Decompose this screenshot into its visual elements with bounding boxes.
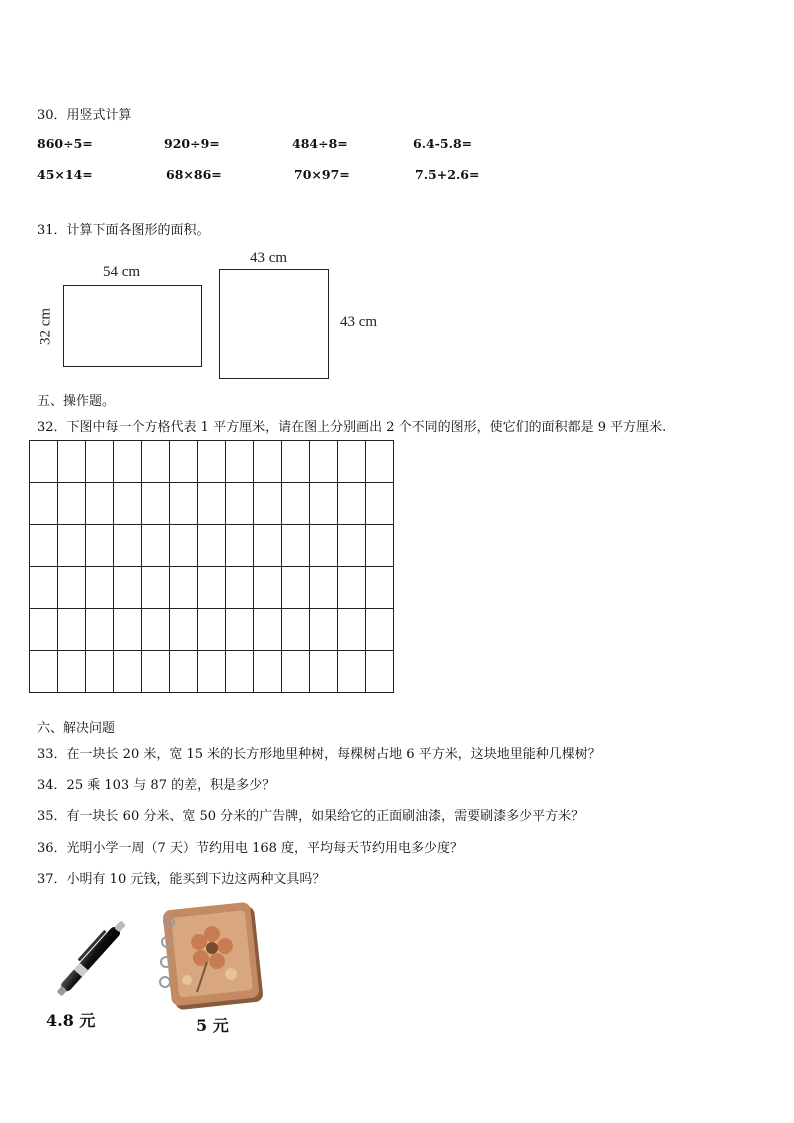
grid-cell[interactable]: [198, 651, 226, 693]
grid-cell[interactable]: [86, 609, 114, 651]
grid-cell[interactable]: [226, 609, 254, 651]
calc-item: 920÷9=: [164, 136, 220, 151]
grid-cell[interactable]: [58, 567, 86, 609]
grid-cell[interactable]: [338, 483, 366, 525]
grid-cell[interactable]: [114, 567, 142, 609]
grid-cell[interactable]: [282, 525, 310, 567]
grid-cell[interactable]: [30, 441, 58, 483]
grid-cell[interactable]: [30, 651, 58, 693]
q31-title: 31．计算下面各图形的面积。: [37, 223, 210, 238]
grid-cell[interactable]: [86, 483, 114, 525]
grid-cell[interactable]: [226, 651, 254, 693]
q33-text: 33．在一块长 20 米，宽 15 米的长方形地里种树，每棵树占地 6 平方米，这块地里能种几棵树？: [37, 747, 601, 762]
grid-cell[interactable]: [226, 525, 254, 567]
grid-cell[interactable]: [170, 525, 198, 567]
q37-text: 37．小明有 10 元钱，能买到下边这两种文具吗？: [37, 872, 326, 887]
grid-cell[interactable]: [142, 609, 170, 651]
grid-cell[interactable]: [58, 483, 86, 525]
grid-cell[interactable]: [198, 441, 226, 483]
square-side-label: 43 cm: [340, 314, 378, 330]
grid-cell[interactable]: [366, 441, 394, 483]
grid-cell[interactable]: [338, 441, 366, 483]
grid-cell[interactable]: [254, 651, 282, 693]
calc-item: 7.5+2.6=: [415, 167, 480, 182]
q35-text: 35．有一块长 60 分米、宽 50 分米的广告牌，如果给它的正面刷油漆，需要刷漆多少平方米？: [37, 809, 585, 824]
grid-row: [30, 651, 394, 693]
grid-cell[interactable]: [58, 609, 86, 651]
grid-cell[interactable]: [310, 483, 338, 525]
pen-price: 4.8 元: [46, 1011, 96, 1030]
grid-cell[interactable]: [170, 567, 198, 609]
grid-cell[interactable]: [310, 651, 338, 693]
grid-cell[interactable]: [338, 525, 366, 567]
rect-height-label: 32 cm: [37, 307, 54, 346]
grid-cell[interactable]: [114, 525, 142, 567]
grid-cell[interactable]: [170, 441, 198, 483]
grid-cell[interactable]: [114, 441, 142, 483]
grid-cell[interactable]: [86, 651, 114, 693]
grid-cell[interactable]: [142, 525, 170, 567]
q32-text: 32．下图中每一个方格代表 1 平方厘米，请在图上分别画出 2 个不同的图形，使它们的面积都是 9 平方厘米.: [37, 420, 667, 435]
grid-row: [30, 567, 394, 609]
pen-illustration: [40, 905, 150, 1005]
grid-cell[interactable]: [282, 567, 310, 609]
square-grid: [29, 440, 394, 693]
square-top-label: 43 cm: [250, 250, 288, 266]
grid-cell[interactable]: [366, 525, 394, 567]
grid-cell[interactable]: [114, 651, 142, 693]
grid-cell[interactable]: [366, 567, 394, 609]
grid-cell[interactable]: [30, 525, 58, 567]
calc-item: 860÷5=: [37, 136, 93, 151]
grid-cell[interactable]: [254, 483, 282, 525]
grid-cell[interactable]: [142, 567, 170, 609]
grid-cell[interactable]: [254, 441, 282, 483]
grid-cell[interactable]: [226, 483, 254, 525]
calc-item: 68×86=: [166, 167, 222, 182]
grid-cell[interactable]: [170, 651, 198, 693]
notebook-price: 5 元: [196, 1016, 229, 1035]
grid-cell[interactable]: [86, 525, 114, 567]
grid-cell[interactable]: [198, 567, 226, 609]
grid-cell[interactable]: [254, 525, 282, 567]
grid-cell[interactable]: [282, 483, 310, 525]
grid-cell[interactable]: [198, 483, 226, 525]
grid-cell[interactable]: [366, 609, 394, 651]
grid-cell[interactable]: [310, 609, 338, 651]
grid-cell[interactable]: [310, 525, 338, 567]
grid-cell[interactable]: [30, 483, 58, 525]
grid-cell[interactable]: [226, 441, 254, 483]
calc-item: 70×97=: [294, 167, 350, 182]
grid-cell[interactable]: [198, 609, 226, 651]
grid-cell[interactable]: [310, 441, 338, 483]
grid-cell[interactable]: [30, 567, 58, 609]
q36-text: 36．光明小学一周（7 天）节约用电 168 度，平均每天节约用电多少度？: [37, 841, 464, 856]
square-figure: [219, 269, 329, 379]
section-5-title: 五、操作题。: [37, 394, 116, 409]
notebook-illustration: [157, 900, 263, 1010]
grid-row: [30, 483, 394, 525]
grid-cell[interactable]: [30, 609, 58, 651]
grid-cell[interactable]: [114, 483, 142, 525]
grid-cell[interactable]: [142, 441, 170, 483]
q30-title: 30．用竖式计算: [37, 108, 132, 123]
grid-cell[interactable]: [86, 441, 114, 483]
grid-row: [30, 441, 394, 483]
grid-cell[interactable]: [114, 609, 142, 651]
grid-cell[interactable]: [58, 441, 86, 483]
grid-cell[interactable]: [254, 609, 282, 651]
grid-cell[interactable]: [310, 567, 338, 609]
grid-cell[interactable]: [282, 651, 310, 693]
q34-text: 34．25 乘 103 与 87 的差，积是多少？: [37, 778, 276, 793]
grid-cell[interactable]: [198, 525, 226, 567]
grid-cell[interactable]: [86, 567, 114, 609]
rect-width-label: 54 cm: [103, 264, 141, 280]
grid-cell[interactable]: [170, 483, 198, 525]
grid-cell[interactable]: [282, 441, 310, 483]
grid-cell[interactable]: [142, 651, 170, 693]
grid-cell[interactable]: [58, 525, 86, 567]
grid-cell[interactable]: [58, 651, 86, 693]
grid-cell[interactable]: [254, 567, 282, 609]
calc-item: 6.4-5.8=: [413, 136, 473, 151]
grid-cell[interactable]: [338, 567, 366, 609]
grid-cell[interactable]: [338, 609, 366, 651]
grid-row: [30, 609, 394, 651]
grid-cell[interactable]: [366, 483, 394, 525]
grid-row: [30, 525, 394, 567]
grid-cell[interactable]: [226, 567, 254, 609]
rectangle-figure: [63, 285, 202, 367]
grid-cell[interactable]: [142, 483, 170, 525]
grid-cell[interactable]: [366, 651, 394, 693]
calc-item: 484÷8=: [292, 136, 348, 151]
section-6-title: 六、解决问题: [37, 721, 116, 736]
grid-cell[interactable]: [338, 651, 366, 693]
grid-cell[interactable]: [170, 609, 198, 651]
calc-item: 45×14=: [37, 167, 93, 182]
grid-cell[interactable]: [282, 609, 310, 651]
